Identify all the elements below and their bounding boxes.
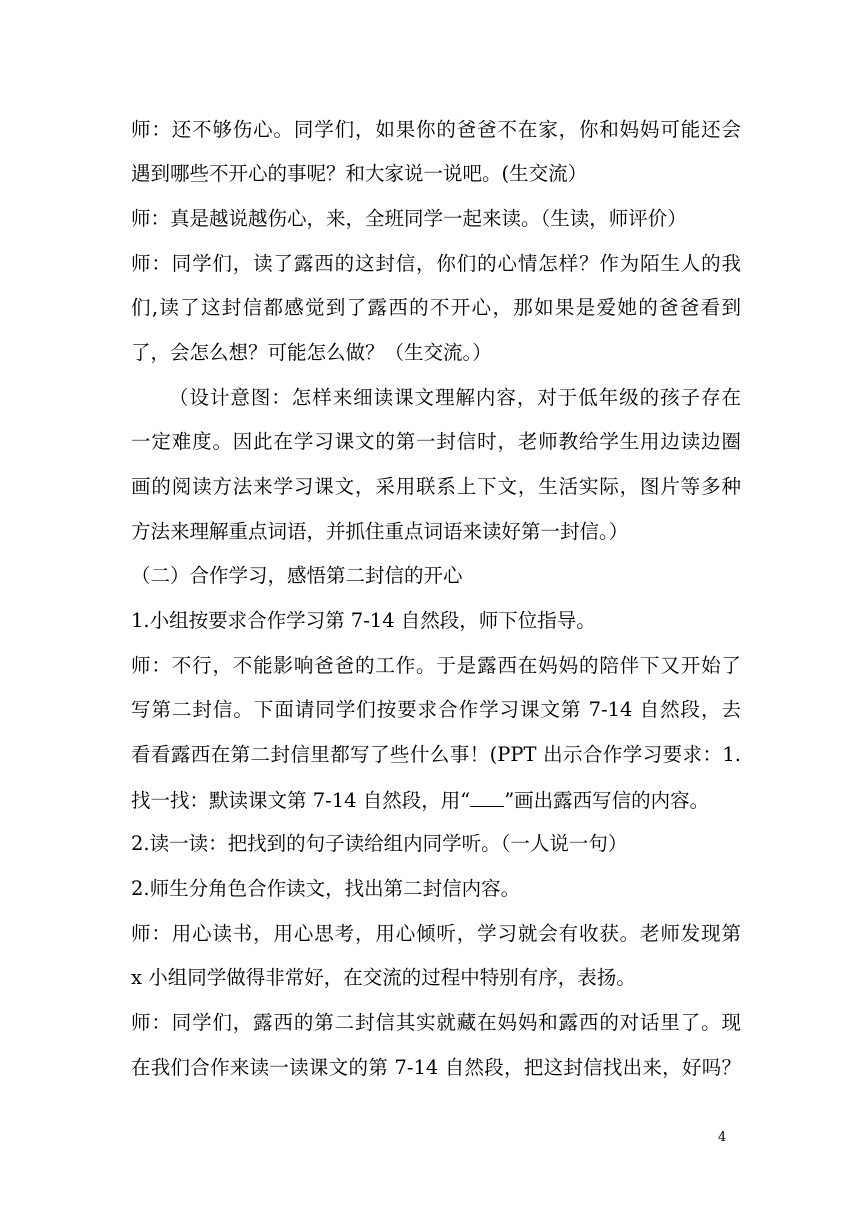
text-line-20: x 小组同学做得非常好，在交流的过程中特别有序，表扬。 [131, 966, 636, 989]
underline-blank [470, 788, 504, 807]
text-line-16-start: 找一找：默读课文第 7-14 自然段，用“ [131, 789, 471, 812]
text-line-16-end: ”画出露西写信的内容。 [504, 789, 710, 812]
text-line-5: 们,读了这封信都感觉到了露西的不开心，那如果是爱她的爸爸看到 [131, 296, 741, 319]
text-line-18: 2.师生分角色合作读文，找出第二封信内容。 [131, 877, 521, 900]
text-line-7: （设计意图：怎样来细读课文理解内容，对于低年级的孩子存在 [169, 386, 741, 409]
text-line-3: 师：真是越说越伤心，来，全班同学一起来读。（生读，师评价） [131, 207, 687, 230]
text-line-13: 师：不行，不能影响爸爸的工作。于是露西在妈妈的陪伴下又开始了 [131, 654, 741, 677]
text-line-14: 写第二封信。下面请同学们按要求合作学习课文第 7-14 自然段，去 [131, 698, 741, 721]
text-line-1: 师：还不够伤心。同学们，如果你的爸爸不在家，你和妈妈可能还会 [131, 118, 741, 141]
text-line-12: 1.小组按要求合作学习第 7-14 自然段，师下位指导。 [131, 609, 596, 632]
text-line-22: 在我们合作来读一读课文的第 7-14 自然段，把这封信找出来，好吗？ [131, 1056, 741, 1079]
text-line-19: 师：用心读书，用心思考，用心倾听，学习就会有收获。老师发现第 [131, 922, 741, 945]
text-line-6: 了，会怎么想？可能怎么做？（生交流。） [131, 341, 492, 364]
page-number: 4 [718, 1130, 727, 1145]
text-line-15: 看看露西在第二封信里都写了些什么事！(PPT 出示合作学习要求：1. [131, 743, 741, 766]
text-line-4: 师：同学们，读了露西的这封信，你们的心情怎样？作为陌生人的我 [131, 252, 741, 275]
text-line-2: 遇到哪些不开心的事呢？和大家说一说吧。(生交流） [131, 162, 588, 185]
text-line-17: 2.读一读：把找到的句子读给组内同学听。（一人说一句） [131, 832, 628, 855]
text-line-9: 画的阅读方法来学习课文，采用联系上下文，生活实际，图片等多种 [131, 475, 741, 498]
section-heading: （二）合作学习，感悟第二封信的开心 [131, 564, 463, 587]
text-line-10: 方法来理解重点词语，并抓住重点词语来读好第一封信。） [131, 520, 629, 543]
text-line-21: 师：同学们，露西的第二封信其实就藏在妈妈和露西的对话里了。现 [131, 1011, 741, 1034]
text-line-16 [131, 788, 741, 812]
text-line-8: 一定难度。因此在学习课文的第一封信时，老师教给学生用边读边圈 [131, 430, 741, 453]
